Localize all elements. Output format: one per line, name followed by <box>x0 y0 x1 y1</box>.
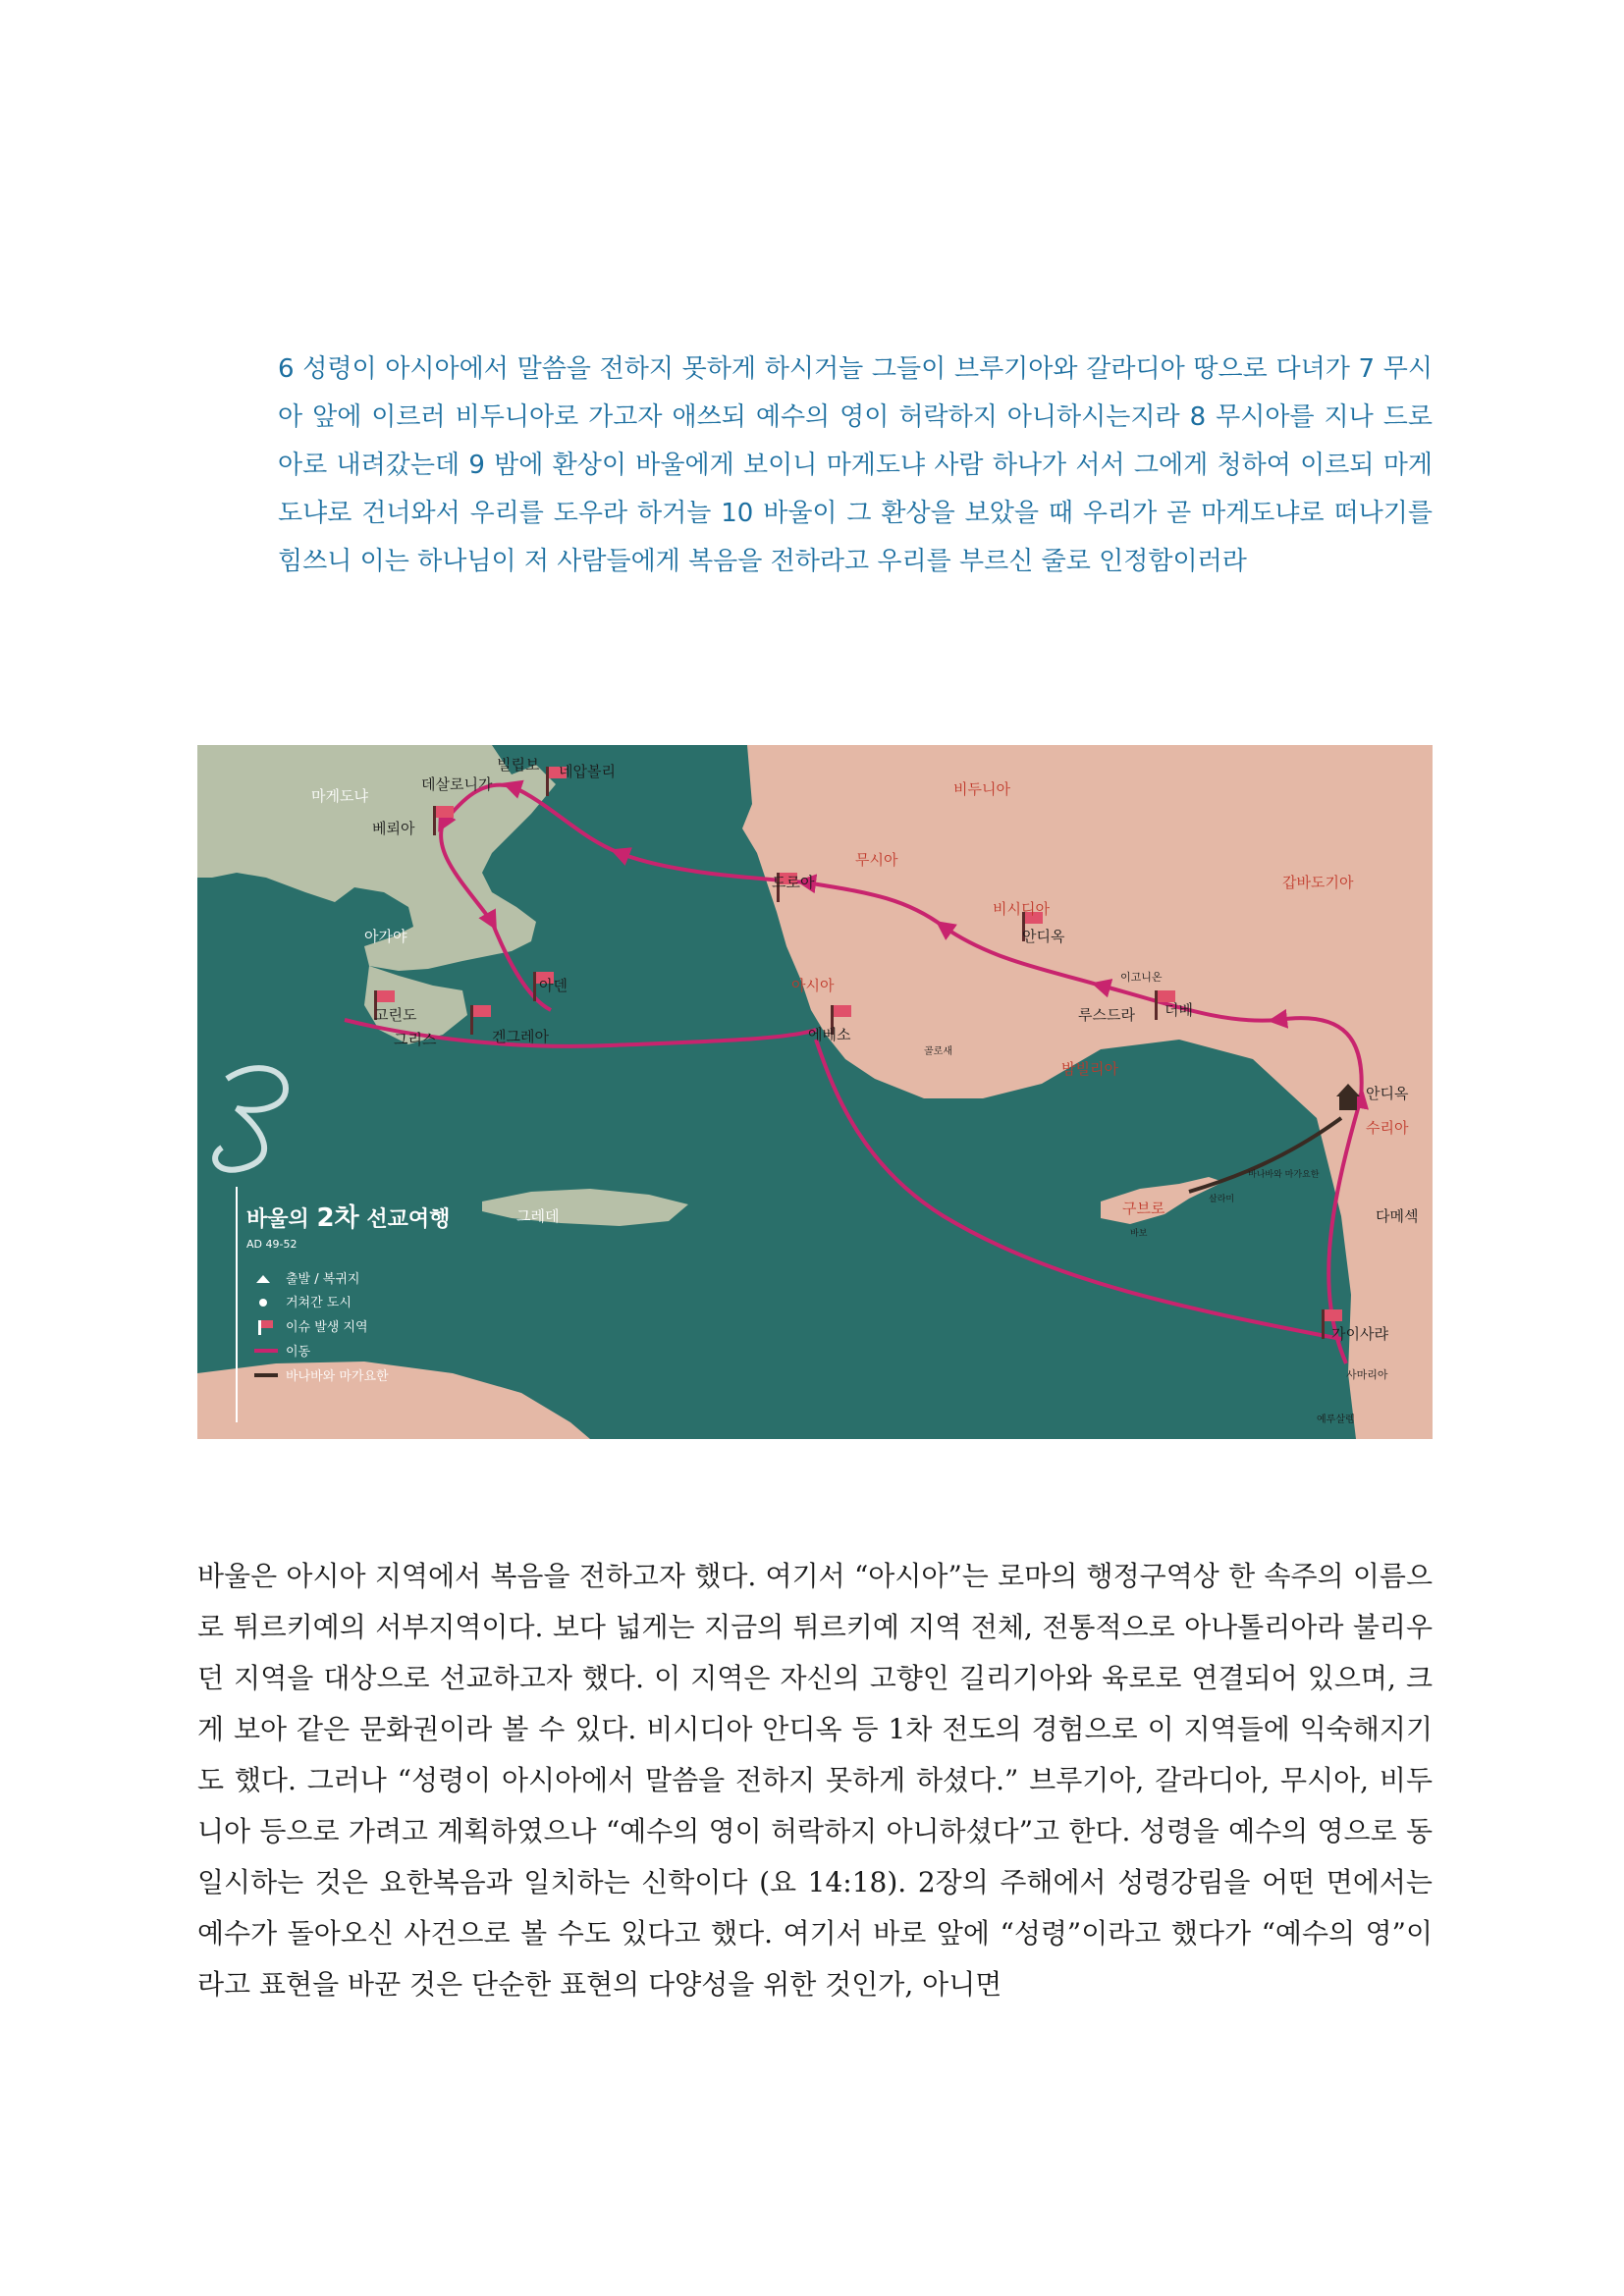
label-athens: 아덴 <box>539 977 568 994</box>
label-troas: 드로아 <box>772 874 815 891</box>
svg-text:바울의 2차 선교여행 <box>246 1202 450 1233</box>
scripture-text: 6 성령이 아시아에서 말씀을 전하지 못하게 하시거늘 그들이 브루기아와 갈라디아 땅으로 다녀가 7 무시아 앞에 이르러 비두니아로 가고자 애쓰되 예수의 영이 허락하지 아니하시는지라 8 무시아를 지나 드로아로 내려갔는데 9 밤에 환상이 바울에게 보이니 마게도냐 사람 하나가 서서 그에게 청하여 이르되 마게도냐로 건너와서 우리를 도우라 하거늘 10 바울이 그 환상을 보았을 때 우리가 곧 마게도냐로 떠나기를 힘쓰니 이는 하나님이 저 사람들에게 복음을 전하라고 우리를 부르신 줄로 인정함이러라 <box>278 354 1433 576</box>
label-damascus: 다메섹 <box>1376 1207 1419 1225</box>
legend-title-number: 2차 <box>316 1203 359 1233</box>
label-cyprus: 구브로 <box>1122 1200 1165 1217</box>
label-lystra: 루스드라 <box>1078 1006 1135 1024</box>
label-philippi: 빌립보 <box>497 756 540 774</box>
label-derbe: 더베 <box>1164 1001 1193 1019</box>
label-bithynia: 비두니아 <box>953 780 1010 798</box>
svg-text:바나바와 마가요한: 바나바와 마가요한 <box>286 1369 389 1384</box>
label-paphos: 바보 <box>1130 1229 1148 1239</box>
label-macedonia: 마게도냐 <box>311 787 368 805</box>
label-jerusalem: 예루살렘 <box>1317 1415 1355 1425</box>
map-paul-second-journey <box>197 745 1433 1439</box>
label-neapolis: 네압볼리 <box>559 763 616 780</box>
label-thessalonica: 데살로니가 <box>421 775 493 793</box>
label-salamis: 살라미 <box>1209 1195 1235 1204</box>
label-achaia: 아가야 <box>364 928 407 945</box>
scripture-quote <box>278 346 1433 586</box>
label-caesarea: 가이사랴 <box>1331 1325 1388 1343</box>
legend-title-prefix: 바울의 <box>246 1207 309 1232</box>
label-antioch-syria: 안디옥 <box>1366 1085 1409 1102</box>
label-greece: 그리스 <box>394 1031 437 1048</box>
commentary-text: 바울은 아시아 지역에서 복음을 전하고자 했다. 여기서 “아시아”는 로마의 행정구역상 한 속주의 이름으로 튀르키예의 서부지역이다. 보다 넓게는 지금의 튀르키예 지역 전체, 전통적으로 아나톨리아라 불리우던 지역을 대상으로 선교하고자 했다. 이 지역은 자신의 고향인 길리기아와 육로로 연결되어 있으며, 크게 보아 같은 문화권이라 볼 수 있다. 비시디아 안디옥 등 1차 전도의 경험으로 이 지역들에 익숙해지기도 했다. 그러나 “성령이 아시아에서 말씀을 전하지 못하게 하셨다.” 브루기아, 갈라디아, 무시아, 비두니아 등으로 가려고 계획하였으나 “예수의 영이 허락하지 아니하셨다”고 한다. 성령을 예수의 영으로 동일시하는 것은 요한복음과 일치하는 신학이다 (요 14:18). 2장의 주해에서 성령강림을 어떤 면에서는 예수가 돌아오신 사건으로 볼 수도 있다고 했다. 여기서 바로 앞에 “성령”이라고 했다가 “예수의 영”이라고 표현을 바꾼 것은 단순한 표현의 다양성을 위한 것인가, 아니면 <box>197 1560 1433 2001</box>
label-cappadocia: 갑바도기아 <box>1282 874 1354 891</box>
svg-text:거쳐간 도시: 거쳐간 도시 <box>286 1296 352 1310</box>
label-pisidia: 비시디아 <box>993 900 1050 918</box>
svg-text:이동: 이동 <box>286 1345 311 1360</box>
label-crete: 그레데 <box>516 1207 560 1225</box>
commentary <box>197 1551 1433 2010</box>
label-ephesus: 에베소 <box>808 1026 851 1043</box>
label-iconium: 이고니온 <box>1120 971 1163 984</box>
label-mysia: 무시아 <box>855 851 898 869</box>
label-samaria: 사마리아 <box>1346 1368 1388 1381</box>
label-syria: 수리아 <box>1366 1119 1409 1137</box>
label-corinth: 고린도 <box>374 1006 417 1024</box>
legend-period: AD 49-52 <box>246 1238 298 1251</box>
label-colossae: 골로새 <box>924 1046 952 1057</box>
svg-text:이슈 발생 지역: 이슈 발생 지역 <box>286 1320 368 1335</box>
label-pamphylia: 밤빌리아 <box>1061 1060 1118 1078</box>
label-berea: 베뢰아 <box>372 820 415 837</box>
label-asia: 아시아 <box>791 977 835 994</box>
label-antioch-pisidia: 안디옥 <box>1022 928 1065 945</box>
svg-text:출발 / 복귀지: 출발 / 복귀지 <box>286 1272 360 1287</box>
legend-title-suffix: 선교여행 <box>366 1207 451 1232</box>
label-cenchreae: 겐그레아 <box>492 1028 549 1045</box>
label-barnabas-route: 바나바와 마가요한 <box>1248 1170 1320 1180</box>
